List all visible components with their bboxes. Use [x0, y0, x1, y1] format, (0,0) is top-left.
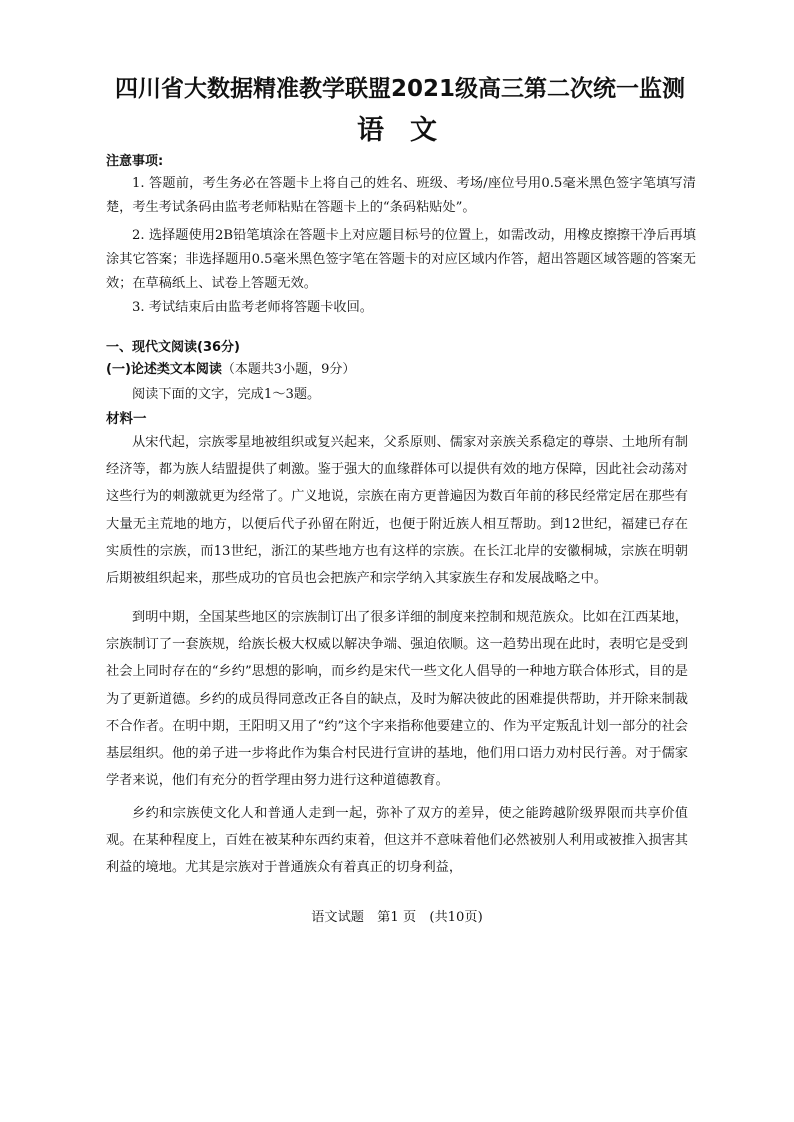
subsection-note: （本题共3小题，9分）: [221, 362, 356, 377]
notice-item-1: 1. 答题前，考生务必在答题卡上将自己的姓名、班级、考场/座位号用0.5毫米黑色签字笔填写清楚，考生考试条码由监考老师粘贴在答题卡上的“条码粘贴处”。: [106, 176, 696, 215]
paragraph-3: 乡约和宗族使文化人和普通人走到一起，弥补了双方的差异，使之能跨越阶级界限而共享价值观。在某种程度上，百姓在被某种东西约束着，但这并不意味着他们必然被别人利用或被推入损害其利益的境地。尤其是宗族对于普通族众有着真正的切身利益，: [106, 806, 688, 876]
paragraph-1: 从宋代起，宗族零星地被组织或复兴起来，父系原则、儒家对亲族关系稳定的尊崇、土地所有制经济等，都为族人结盟提供了刺激。鉴于强大的血缘群体可以提供有效的地方保障，因此社会动荡对这些行为的刺激就更为经常了。广义地说，宗族在南方更普遍因为数百年前的移民经常定居在那些有大量无主荒地的地方，以便后代子孙留在附近，也便于附近族人相互帮助。到12世纪，福建已存在实质性的宗族，而13世纪，浙江的某些地方也有这样的宗族。在长江北岸的安徽桐城，宗族在明朝后期被组织起来，那些成功的官员也会把族产和宗学纳入其家族生存和发展战略之中。: [106, 435, 688, 587]
subsection-title: (一)论述类文本阅读: [106, 362, 222, 377]
notice-label: 注意事项:: [106, 154, 164, 169]
subsection-heading: [106, 358, 355, 377]
instruction: 阅读下面的文字，完成1～3题。: [132, 387, 321, 402]
paragraph-2: 到明中期，全国某些地区的宗族制订出了很多详细的制度来控制和规范族众。比如在江西某地，宗族制订了一套族规，给族长极大权威以解决争端、强迫依顺。这一趋势出现在此时，表明它是受到社会上同时存在的“乡约”思想的影响，而乡约是宋代一些文化人倡导的一种地方联合体形式，目的是为了更新道德。乡约的成员得同意改正各自的缺点，及时为解决彼此的困难提供帮助，并开除来制裁不合作者。在明中期，王阳明又用了“约”这个字来指称他要建立的、作为平定叛乱计划一部分的社会基层组织。他的弟子进一步将此作为集合村民进行宣讲的基地，他们用口语力劝村民行善。对于儒家学者来说，他们有充分的哲学理由努力进行这种道德教育。: [106, 610, 688, 789]
page-footer: 语文试题 第1 页 (共10页): [311, 910, 483, 925]
exam-title: 四川省大数据精准教学联盟2021级高三第二次统一监测: [114, 76, 685, 102]
section-heading: 一、现代文阅读(36分): [106, 340, 240, 355]
material-title: 材料一: [106, 411, 147, 427]
notice-item-2: 2. 选择题使用2B铅笔填涂在答题卡上对应题目标号的位置上，如需改动，用橡皮擦擦干净后再填涂其它答案；非选择题用0.5毫米黑色签字笔在答题卡的对应区域内作答，超出答题区域答题的答案无效；在草稿纸上、试卷上答题无效。: [106, 228, 696, 291]
notice-item-3: 3. 考试结束后由监考老师将答题卡收回。: [132, 300, 373, 315]
subject-title: 语文: [357, 115, 463, 146]
